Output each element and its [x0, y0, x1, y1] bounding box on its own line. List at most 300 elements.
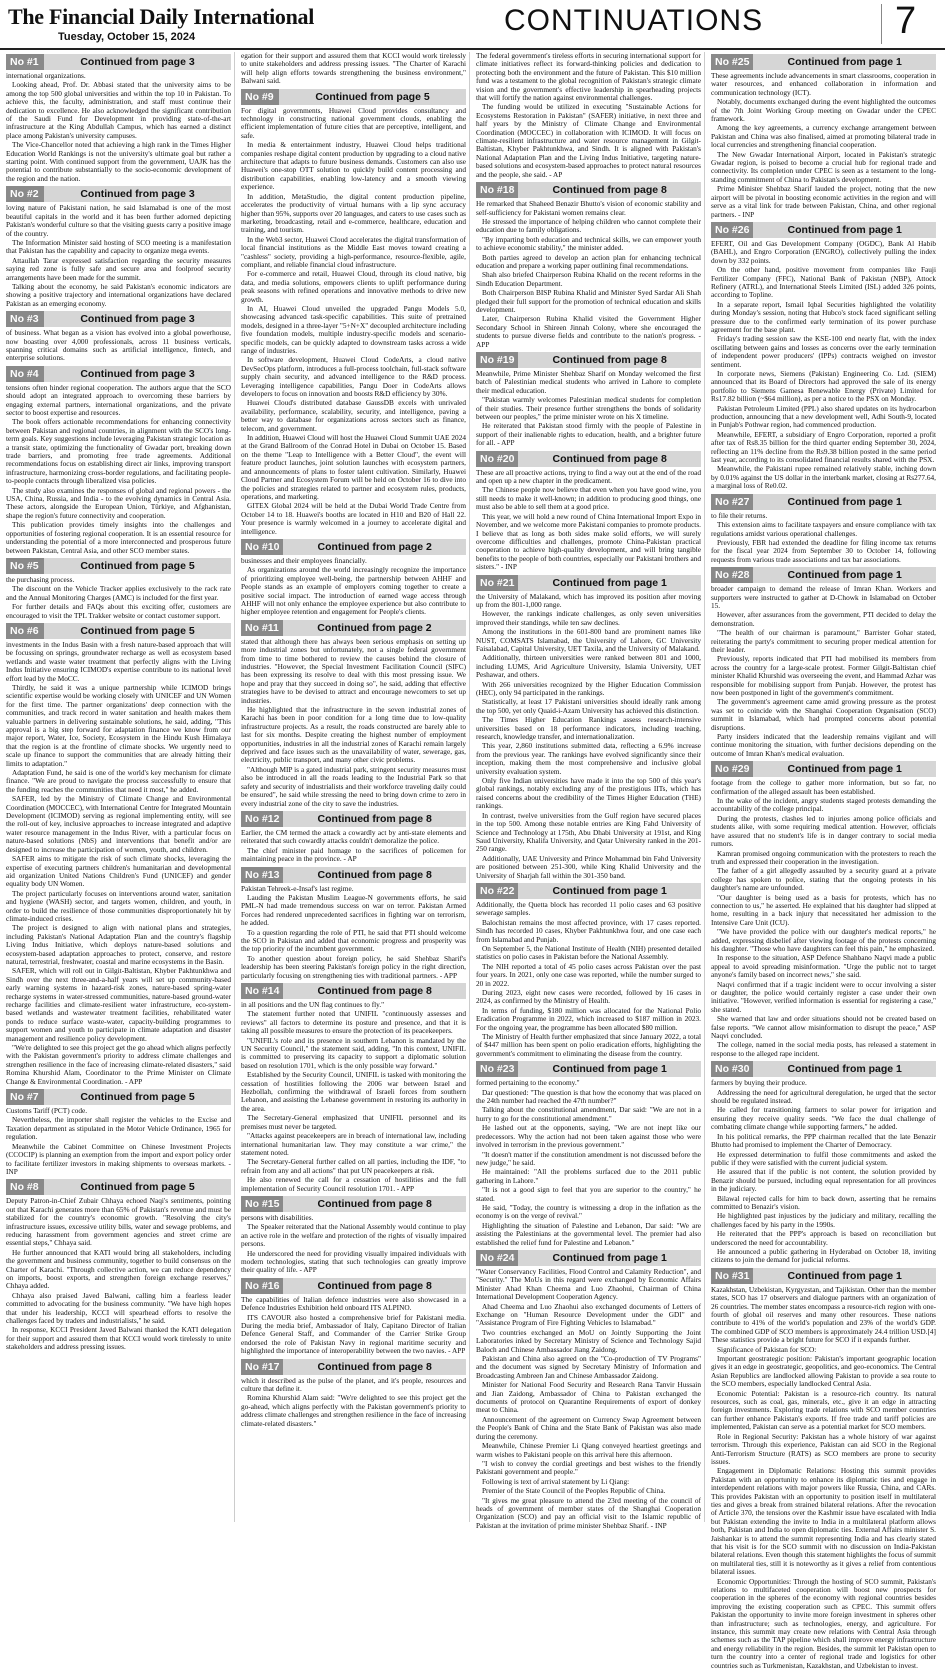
paragraph: Attaullah Tarar expressed satisfaction regarding the security measures saying red zone is fully safe and secure area and foolproof security arrangements have been made for the summit.: [6, 255, 231, 282]
paragraph: Bilawal rejected calls for him to back down, asserting that he remains committed to Benazir's vision.: [711, 1193, 936, 1211]
article-body: [241, 1214, 466, 1275]
article-body: [711, 240, 936, 491]
continuation-header: [241, 1196, 466, 1212]
article-body: [241, 1001, 466, 1193]
article-body: [241, 638, 466, 808]
continued-from-label: Continued from page 5: [80, 1181, 195, 1194]
paragraph: Pakistan and China also agreed on the "Co-production of TV Programs" and the document was signed by Secretary Ministry of Information and Broadcasting Ambreen Jan and Chinese Ambassador Zaidong.: [476, 1354, 701, 1380]
continued-from-label: Continued from page 8: [552, 184, 667, 197]
paragraph: Pakistan Tehreek-e-Insaf's last regime.: [241, 883, 354, 893]
paragraph: With 266 universities recognized by the Higher Education Commission (HEC), only 94 participated in the rankings.: [476, 679, 701, 697]
paragraph: The Information Minister said hosting of SCO meeting is a manifestation that Pakistan has the capability and capacity to organize mega events.: [6, 237, 231, 256]
article-body: [6, 384, 231, 555]
paragraph: He assured that if the public is not content, the solution provided by Benazir should be pursued, including equal representation for all provinces in the judiciary.: [711, 1167, 936, 1194]
paragraph: In software development, Huawei Cloud CodeArts, a cloud native DevSecOps platform, introduces a full-process toolchain, full-stack software supply chain security, and advanced intelligence to the R&D process. Leveraging intelligence capabilities, Pangu Doer in CodeArts allows developers to focus on innovation and boosts R&D efficiency by 30%.: [241, 355, 466, 399]
paragraph: "It doesn't matter if the constitution amendment is not discussed before the new judge," he said.: [476, 1149, 701, 1167]
continuation-article: [241, 1196, 466, 1275]
paragraph: During 2023, eight new cases were recorded, followed by 16 cases in 2024, as confirmed by the Ministry of Health.: [476, 988, 701, 1006]
paragraph: The project is designed to align with national plans and strategies, including Pakistan's National Adaptation Plan and the country's flagship Living Indus Initiative, which deploys nature-based solutions and ecosystem-based adaptation approaches to protect, conserve, and restore natural, terrestrial, freshwater, coastal and marine ecosystems in the Basin.: [6, 923, 231, 966]
article-body: [711, 779, 936, 1058]
article-number-label: No #13: [241, 867, 283, 883]
paragraph: However, the rankings indicate challenges, as only seven universities improved their standings, while ten saw declines.: [476, 609, 701, 627]
continuation-header: [6, 623, 231, 639]
article-body: [476, 1268, 701, 1530]
continuation-article: [476, 575, 701, 880]
paragraph: He lashed out at the opponents, saying, "We are not inept like our predecessors. Why the action had not been taken against those who were involved in terrorism in the previous government.": [476, 1123, 701, 1150]
paragraph: "We're delighted to see this project get the go ahead which aligns perfectly with the Pakistan government's priority to address climate challenges and strengthen resilience in the face of increasing climate-related disasters," said Romina Khurshid Alam, Coordinator to the Prime Minister on Climate Change & Environmental Coordination. - APP: [6, 1043, 231, 1086]
paragraph: In terms of funding, $180 million was allocated for the National Polio Eradication Programme in 2022, which increased to $187 million in 2023. For the ongoing year, the programme has been allocated $80 million.: [476, 1005, 701, 1032]
paragraph: Addressing the need for agricultural deregulation, he urged that the sector should be regulated instead.: [711, 1087, 936, 1106]
paragraph: egation for their support and assured them that KCCI would work tirelessly to unite stakeholders and address pressing issues. "The Charter of Karachi will help align efforts towards strengthening the business environment," Balwani said.: [241, 51, 466, 86]
paragraph: He further announced that KATI would bring all stakeholders, including the government and business community, together to build consensus on the Charter of Karachi. "Through collective action, we can reduce dependency on imports, boost exports, and strengthen foreign exchange reserves," Chhaya added.: [6, 1247, 231, 1291]
paragraph: Highlighting the situation of Palestine and Lebanon, Dar said: "We are assisting the Palestinians at the governmental level. The premier had also established the relief fund for Palestine and Lebanon.": [476, 1220, 701, 1247]
continued-from-label: Continued from page 5: [315, 90, 430, 103]
article-number-label: No #7: [6, 1089, 44, 1105]
paragraph: Significance of Pakistan for SCO:: [717, 1344, 817, 1354]
continued-from-label: Continued from page 5: [80, 624, 195, 637]
paragraph: The project particularly focuses on interventions around water, sanitation and hygiene (WASH) sector, and targets women, children, and youth, in order to build the resilience of those communities disproportionately hit by climate-induced crises.: [6, 888, 231, 923]
article-body: [241, 1377, 466, 1428]
paragraph: Only five Indian universities have made it into the top 500 of this year's global rankings, notably excluding any of the prestigious IITs, which has raised concerns about the credibility of the Times Higher Education (THE) rankings.: [476, 776, 701, 811]
continuation-header: [241, 867, 466, 883]
paragraph: Kamran promised ongoing communication with the protesters to reach the truth and expressed their cooperation in the investigation.: [711, 848, 936, 866]
paragraph: SAFER aims to mitigate the risk of such climate shocks, leveraging the expertise of executing partners children's humanitarian and developmental aid organization United Nations Children's Fund (UNICEF) and gender equality body UN Women.: [6, 854, 231, 889]
paragraph: The discount on the Vehicle Tracker applies exclusively to the rack rate and the Annual Monitoring Charges (AMC) is included for the first year.: [6, 584, 231, 602]
paragraph: Statistically, at least 17 Pakistani universities should ideally rank among the top 500, yet only Quaid-i-Azam University has achieved this distinction.: [476, 697, 701, 715]
article-number-label: No #1: [6, 54, 44, 70]
article-body: [241, 1296, 466, 1356]
paragraph: Meanwhile the Cabinet Committee on Chinese Investment Projects (CCOCIP) is planning an exemption from the import and export policy order to facilitate fertilizer investors in making shipments to overseas markets. - INP: [6, 1141, 231, 1176]
continuation-header: [6, 54, 231, 70]
article-number-label: No #14: [241, 983, 283, 999]
continuation-article: [241, 1278, 466, 1356]
paragraph: Thirdly, he said it was a unique partnership while ICIMOD brings scientific expertise would be working closely with UNICEF and UN Women for the first time. The partner organizations' deep connection with the communities, and track record in water sanitation and health makes them valuable partners in delivering sustainable solutions, he said, adding, "This approval is a big step forward for adaptation finance we know from our major report, Water, Ice, Society, Ecosystem in the Hindu Kush Himalaya that the region is at the frontline of climate shocks. We urgently need to scale up finance to support the communities that are already hitting their limits to adaptation.": [6, 682, 231, 768]
paragraph: SAFER, which will roll out in Gilgit-Baltistan, Khyber Pakhtunkhwa and Sindh over the next three-and-a-half years will set up community-based early warning systems in hazard-risk zones, nature-based spring-water recharge systems in water-stressed communities, nature-based ground-water recharge facilities and climate-resilient water infrastructure, eco-system-based wetlands and wastewater treatment facilities, rehabilitated water ponds to reduce surface waste-water, capacity-building programmes to support women and youth to participate in climate adaptation and disaster management and resilience policy development.: [6, 966, 231, 1043]
article-columns: [6, 51, 939, 1670]
paragraph: "Although MIP is a gated industrial park, stringent security measures must also be introduced in all the roads leading to the Industrial Park so that safety and security of industrialists and their workforce traveling daily could be ensured", he said while stressing the need to bring down crime to zero in every industrial zone of the city to save the industries.: [241, 764, 466, 808]
article-number-label: No #5: [6, 558, 44, 574]
paragraph: The Ministry of Health further emphasized that since January 2022, a total of $447 million has been spent on polio eradication efforts, highlighting the government's commitment to eliminating the disease from the country.: [476, 1032, 701, 1058]
paragraph: Additionally, the Quetta block has recorded 11 polio cases and 63 positive sewerage samples.: [476, 899, 701, 918]
paragraph: Role in Regional Security: Pakistan has a whole history of war against terrorism. Through this experience, Pakistan can aid SCO in the Regional Anti-Terrorism Structure (RATS) as SCO members are prone to security issues.: [711, 1431, 936, 1466]
continued-from-label: Continued from page 8: [317, 985, 432, 997]
paragraph: Nevertheless, the importer shall register the vehicles to the Excise and Taxation department as stipulated in the Motor Vehicle Ordinance, 1965 for regulation.: [6, 1115, 231, 1142]
paragraph: He expressed determination to fulfil those commitments and asked the public if they were satisfied with the current judicial system.: [711, 1149, 936, 1167]
article-number-label: No #25: [711, 54, 753, 70]
continuation-header: [6, 558, 231, 574]
continuation-article: [711, 1061, 936, 1265]
paragraph: This year, 2,860 institutions submitted data, reflecting a 6.9% increase from the previous year. The rankings have evolved significantly since their inception, making them the most comprehensive and inclusive global university evaluation system.: [476, 741, 701, 776]
article-number-label: No #10: [241, 539, 283, 555]
paragraph: The chief minister paid homage to the sacrifices of policemen for maintaining peace in the province. - AP: [241, 845, 466, 864]
continuation-article: [711, 567, 936, 758]
article-body: [476, 1079, 701, 1247]
article-number-label: No #22: [476, 883, 518, 899]
paragraph: Both Chairperson BISP Rubina Khalid and Minister Syed Sardar Ali Shah pledged their full support for the promotion of technical education and skills development.: [476, 288, 701, 314]
paragraph: Prime Minister Shehbaz Sharif lauded the project, noting that the new airport will be pivotal in boosting economic activities in the region and will serve as a vital link for trade between Pakistan, China, and other regional partners. - INP: [711, 184, 936, 219]
article-number-label: No #15: [241, 1196, 283, 1212]
paragraph: He also renewed the call for a cessation of hostilities and the full implementation of Security Council resolution 1701. - APP: [241, 1175, 466, 1193]
paragraph: The funding would be utilized in executing "Sustainable Actions for Ecosystems Restoration in Pakistan" (SAFER) initiative, in next three and half years by the Ministry of Climate Change and Environmental Coordination (MOCCEC) in collaboration with ICIMOD. It will focus on climate-resilient infrastructure and water resource management in Gilgit-Baltistan, Khyber Pakhtunkhwa, and Sindh. It is aligned with Pakistan's National Adaptation Plan and the Living Indus Initiative, targeting nature-based solutions and ecosystem-based approaches to protect natural resources and the people, she said. - AP: [476, 102, 701, 179]
continuation-article: [711, 1268, 936, 1670]
continuation-article: [476, 883, 701, 1058]
issue-date: Tuesday, October 15, 2024: [58, 31, 196, 43]
continuation-article: [6, 558, 231, 620]
continuation-header: [476, 1061, 701, 1077]
paragraph: "UNIFIL's role and its presence in southern Lebanon is mandated by the UN Security Council," the statement said, adding, "In this context, UNIFIL is committed to preserving its capacity to support a diplomatic solution based on resolution 1701, which is the only possible way forward.": [241, 1035, 466, 1070]
paragraph: In contrast, twelve universities from the Gulf region have secured places in the top 500. Among these notable entries are King Fahd University of Science and Technology at 175th, Abu Dhabi University at 191st, and King Saud University, Khalifa University, and Qatar University ranked in the 201-250 range.: [476, 810, 701, 854]
paragraph: She warned that law and order situations should not be created based on false reports. "We cannot allow misinformation to disrupt the peace," ASP Naqvi concluded.: [711, 1014, 936, 1041]
paragraph: Huawei Cloud's distributed database GaussDB excels with unrivaled availability, performance, scalability, security, and intelligence, paving a better way to database for organizations across sectors such as finance, telecom, and government.: [241, 398, 466, 433]
continued-from-label: Continued from page 5: [80, 1091, 195, 1104]
article-number-label: No #18: [476, 182, 518, 198]
paragraph: farmers by buying their produce.: [711, 1078, 807, 1088]
paragraph: Deputy Patron-in-Chief Zubair Chhaya echoed Naqi's sentiments, pointing out that Karachi generates more than 65% of Pakistan's revenue and must be stabilized for the country's economic growth. "Resolving the city's infrastructure issues, excessive utility bills, water and sewage problems, and reducing harassment from government agencies and street crime are essential steps," Chhaya said.: [6, 1196, 231, 1248]
article-body: [476, 370, 701, 448]
paragraph: The government's agreement came amid growing pressure as the protest was set to coincide with the Shanghai Cooperation Organisation (SCO) summit in Islamabad, which had prompted concerns about potential disruptions.: [711, 697, 936, 732]
paragraph: loving nature of Pakistani nation, he said Islamabad is one of the most beautiful capitals in the world and it has been further adorned depicting Pakistan's wonderful culture so that the visiting guests carry a positive image of the country.: [6, 203, 231, 238]
paragraph: Shah also briefed Chairperson Rubina Khalid on the recent reforms in the Sindh Education Department.: [476, 270, 701, 288]
paragraph: To another question about foreign policy, he said Shehbaz Sharif's leadership has been steering Pakistan's foreign policy in the right direction, particularly focusing on strengthening ties with traditional partners. - APP: [241, 953, 466, 980]
column-2: [241, 52, 470, 1522]
paragraph: footage from the college to gather more information, but so far, no confirmation of the alleged assault has been established.: [711, 778, 936, 796]
continuation-article: [241, 539, 466, 617]
paragraph: Among the key agreements, a currency exchange arrangement between Pakistan and China was also finalised, aimed at promoting bilateral trade in local currencies and strengthening financial cooperation.: [711, 123, 936, 150]
continuation-header: [711, 761, 936, 777]
paragraph: which it described as the pulse of the planet, and it's people, resources and culture that define it.: [241, 1375, 466, 1394]
continuation-article: [241, 811, 466, 864]
paragraph: Pakistan Petroleum Limited (PPL) also shared updates on its hydrocarbon production, announcing that a new development well, Adhi South-9, located in Punjab's Pothwar region, had commenced production.: [711, 403, 936, 430]
article-body: [476, 52, 701, 179]
paragraph: Romina Khurshid Alam said: "We're delighted to see this project get the go-ahead, which aligns perfectly with the Pakistan government's priority to address climate challenges and strengthen resilience in the face of increasing climate-related disasters.": [241, 1393, 466, 1428]
paragraph: He maintained: "All the problems surfaced due to the 2011 public gathering in Lahore.": [476, 1167, 701, 1185]
continued-from-label: Continued from page 1: [552, 1063, 667, 1076]
continuation-header: [6, 1089, 231, 1105]
paragraph: stated that although there has always been serious emphasis on setting up more industrial zones but unfortunately, not a single federal government from time to time bothered to review the causes behind the closure of industries. "However, the Special Investment Facilitation Council (SIFC) has been expressing its resolve to deal with this most pressing issue. We hope and pray that they succeed in doing so", he said, adding that effective strategies have to be devised to attract and encourage newcomers to set up industries.: [241, 636, 466, 705]
paragraph: Established by the Security Council, UNIFIL is tasked with monitoring the cessation of hostilities following the 2006 war between Israel and Hezbollah, confirming the withdrawal of Israeli forces from southern Lebanon, and assisting the Lebanese government in restoring its authority in the area.: [241, 1070, 466, 1113]
paragraph: Additionally, thirteen universities were ranked between 801 and 1000, including LUMS, Arid Agriculture University, Islamia University, UET Peshawar, and others.: [476, 653, 701, 680]
paragraph: During the protests, clashes led to injuries among police officials and students alike, with some requiring medical attention. However, officials have assured that no student's life is in danger contrary to social media rumors.: [711, 813, 936, 849]
continuation-header: [6, 1179, 231, 1195]
article-number-label: No #4: [6, 366, 44, 382]
paragraph: In the Web3 sector, Huawei Cloud accelerates the digital transformation of local financial institutions as the Middle East moves toward creating a "cashless" society, providing a high-performance, resource-flexible, agile, compliant, and reliable financial cloud infrastructure.: [241, 234, 466, 269]
paragraph: Minister for National Food Security and Research Rana Tanvir Hussain and Jian Zaidong, Ambassador of China to Pakistan exchanged the documents of protocol on Quarantine Requirements of export of donkey meat to China.: [476, 1380, 701, 1415]
paragraph: The Chinese people now believe that even when you have good wine, you still needs to make it well-known; in addition to producing good things, one must also be able to sell them at a good price.: [476, 485, 701, 512]
paragraph: Talking about the economy, he said Pakistan's economic indicators are showing a positive trajectory and international organizations have declared Pakistan as an emerging economy.: [6, 281, 231, 308]
continuation-article: [711, 761, 936, 1058]
continued-from-label: Continued from page 1: [787, 495, 902, 508]
continuation-article: [476, 52, 701, 179]
article-body: [6, 641, 231, 1086]
paragraph: The college, named in the social media posts, has released a statement in response to the alleged rape incident.: [711, 1040, 936, 1058]
paragraph: The study also examines the responses of global and regional powers - the USA, China, Russia, and India - to the evolving dynamics in Central Asia. These actors, alongside the European Union, Türkiye, and Afghanistan, shape the region's future connectivity and cooperation.: [6, 485, 231, 520]
paragraph: "Pakistan warmly welcomes Palestinian medical students for completion of their studies. Their presence further strengthens the bonds of solidarity between our peoples," the prime minister wrote on his X timeline.: [476, 395, 701, 422]
continuation-header: [476, 451, 701, 467]
paragraph: The NIH reported a total of 45 polio cases across Pakistan over the past four years. In 2021, only one case was reported, while the number surged to 20 in 2022.: [476, 961, 701, 988]
article-number-label: No #29: [711, 761, 753, 777]
article-body: [6, 329, 231, 363]
paragraph: The Vice-Chancellor noted that achieving a high rank in the Times Higher Education World Rankings is not the university's ultimate goal but rather a starting point. With continued support from the government, UAJK has the potential to contribute substantially to the socio-economic development of the region and the nation.: [6, 140, 231, 183]
paragraph: Previously, FBR had extended the deadline for filing income tax returns for the fiscal year 2024 from September 30 to October 14, following requests from various trade associations and tax bar associations.: [711, 537, 936, 564]
paragraph: Chhaya also praised Javed Balwani, calling him a fearless leader committed to advocating for the business community. "We have high hopes that under his leadership, KCCI will spearhead efforts to resolve the challenges faced by traders and industrialists," he said.: [6, 1290, 231, 1325]
paragraph: These agreements include advancements in smart classrooms, cooperation in water resources, and enhanced collaboration in information and communication technology (ICT).: [711, 71, 936, 97]
paragraph: to file their returns.: [711, 510, 768, 520]
paragraph: He reiterated that the PPP's approach is based on reconciliation but underscored the need for accountability.: [711, 1229, 936, 1247]
paragraph: Friday's trading session saw the KSE-100 end nearly flat, with the index oscillating between gains and losses as concerns over the early termination of independent power producers' (IPPs) contracts weighed on investor sentiment.: [711, 334, 936, 369]
paragraph: In a separate report, Ismail Iqbal Securities highlighted the volatility during Monday's session, noting that Hubco's stock faced significant selling pressure due to the confirmed early termination of its power purchase agreement for the base plant.: [711, 299, 936, 334]
article-body: [241, 52, 466, 86]
article-number-label: No #26: [711, 222, 753, 238]
article-number-label: No #17: [241, 1359, 283, 1375]
article-body: [476, 901, 701, 1058]
masthead: [0, 0, 945, 50]
paragraph: In addition, Huawei Cloud will host the Huawei Cloud Summit UAE 2024 at the Grand Ballroom of the Conrad Hotel in Dubai on October 15. Based on the theme "Leap to Intelligence with a Better Cloud", the event will feature product launches, joint solution launches with ecosystem partners, and announcements of plans to foster talent cultivation. Similarly, Huawei Cloud Partner and Ecosystem Forum will be held on October 16 to dive into the policies and strategies related to partner and ecosystem rules, products, operations, and marketing.: [241, 433, 466, 501]
column-1: [6, 52, 235, 1522]
paragraph: He stressed the importance of helping children who cannot complete their education due to family obligations.: [476, 216, 701, 235]
paragraph: He highlighted past injustices by the judiciary and military, recalling the challenges faced by his party in the 1990s.: [711, 1211, 936, 1229]
continuation-header: [241, 620, 466, 636]
paragraph: The book offers actionable recommendations for enhancing connectivity between Pakistan and regional countries, in alignment with the SCO's long-term goals. Key suggestions include leveraging Pakistan strategic location as a transit state, optimizing the functionality of Gwadar port, breaking down trade barriers, and promoting free trade agreements. Additional recommendations focus on establishing direct air links, improving transport infrastructure, harmonizing cross-border regulations, and facilitating people-to-people contacts through liberalized visa policies.: [6, 417, 231, 486]
continued-from-label: Continued from page 1: [787, 223, 902, 236]
continuation-header: [6, 311, 231, 327]
newspaper-name: The Financial Daily International: [8, 4, 315, 29]
continuation-article: [6, 366, 231, 555]
continuation-header: [711, 54, 936, 70]
paragraph: In AI, Huawei Cloud unveiled the upgraded Pangu Models 5.0, showcasing advanced task-specific capabilities. This suite of pretrained models, designed in a three-layer "5+N+X" decoupled architecture including five foundation models, multiple industry-specific models and scenario-specific models, can be quickly adapted to downstream tasks across a wide range of industries.: [241, 303, 466, 355]
continuation-header: [241, 811, 466, 827]
paragraph: Talking about the constitutional amendment, Dar said: "We are not in a hurry to go for the constitutional amendment.": [476, 1105, 701, 1123]
paragraph: Kazakhstan, Uzbekistan, Kyrgyzstan, and Tajikistan. Other than the member states, SCO has 17 observers and dialogue partners with an organization of 26 countries. The member states encompass a resource-rich region with one-fourth of global oil reserves and many other resources. These nations contribute to 41% of the world's population and 23% of the world's GDP. The combined GDP of SCO members is approximately 24.4 trillion USD.[4] These statistics provide a bright future for SCO if it expands further.: [711, 1284, 936, 1345]
paragraph: the purchasing process.: [6, 574, 75, 584]
paragraph: investments in the Indus Basin with a fresh nature-based approach that will be focussing on springs, groundwater recharge as well as ecosystem based wetlands and waste water treatment that perfectly aligns with the Living Indus Initiative ensuring ICIMOD's expertise contribute to its national level effort lead by the MoCC.: [6, 639, 231, 683]
article-number-label: No #8: [6, 1179, 44, 1195]
paragraph: Among the institutions in the 601-800 band are prominent names like NUST, COMSATS Islamabad, the University of Lahore, GC University Faisalabad, Capital University, UET Taxila, and the University of Malakand.: [476, 627, 701, 653]
paragraph: Both parties agreed to develop an action plan for enhancing technical education and prepare a working paper outlining final recommendations.: [476, 252, 701, 270]
continuation-article: [6, 54, 231, 183]
paragraph: The Secretary-General emphasized that UNIFIL personnel and its premises must never be targeted.: [241, 1113, 466, 1131]
continuation-article: [711, 54, 936, 219]
continued-from-label: Continued from page 3: [80, 313, 195, 326]
continuation-header: [6, 366, 231, 382]
article-number-label: No #24: [476, 1250, 518, 1266]
paragraph: In media & entertainment industry, Huawei Cloud helps traditional companies reshape digital content production by upgrading to a cloud native architecture that adapts to future business demands. Customers can also use Huawei's one-stop OTT solution to quickly build content processing and distribution capabilities, enabling low-latency and a smooth viewing experience.: [241, 140, 466, 192]
article-number-label: No #28: [711, 567, 753, 583]
paragraph: Economic Potential: Pakistan is a resource-rich country. Its natural resources, such as coal, gas, minerals, etc., give it an edge in attracting foreign investments. Exploring trade relations with SCO member countries can further enhance Pakistan's exports. If free trade and tariff policies are implemented, Pakistan can serve as a potential market for SCO members.: [711, 1388, 936, 1432]
article-body: [241, 107, 466, 536]
continued-from-label: Continued from page 1: [552, 576, 667, 589]
paragraph: "It gives me great pleasure to attend the 23rd meeting of the council of heads of government of member states of the Shanghai Cooperation Organization (SCO) and pay an official visit to the Islamic republic of Pakistan at the invitation of prime minister Shehbaz Sharif. - INP: [476, 1495, 701, 1530]
continued-from-label: Continued from page 8: [317, 812, 432, 825]
continued-from-label: Continued from page 1: [787, 1063, 902, 1076]
continued-from-label: Continued from page 3: [80, 367, 195, 380]
paragraph: The Speaker reiterated that the National Assembly would continue to play an active role in the welfare and protection of the rights of visually impaired persons.: [241, 1222, 466, 1249]
paragraph: Meanwhile, Prime Minister Shehbaz Sharif on Monday welcomed the first batch of Palestinian medical students who arrived in Lahore to complete their medical education.: [476, 369, 701, 395]
paragraph: "It is not a good sign to feel that you are superior to the country," he stated.: [476, 1185, 701, 1203]
paragraph: For further details and FAQs about this exciting offer, customers are encouraged to visit the TPL Trakker website or contact customer support.: [6, 602, 231, 620]
article-body: [711, 72, 936, 219]
continued-from-label: Continued from page 8: [317, 1279, 432, 1292]
paragraph: Additionally, UAE University and Prince Mohammad bin Fahd University are positioned between 251-300, while King Khalid University and the University of Sharjah fall within the 301-350 band.: [476, 853, 701, 880]
continuation-article: [241, 1359, 466, 1428]
paragraph: "Water Conservancy Facilities, Flood Control and Calamity Reduction", and "Security." The MoUs in this regard were exchanged by Economic Affairs Minister Ahad Khan Cheema and Luo Zhaohui, Chairman of China International Development Cooperation Agency.: [476, 1266, 701, 1302]
continuation-article: [711, 222, 936, 491]
continued-from-label: Continued from page 1: [552, 884, 667, 897]
paragraph: The father of a girl allegedly assaulted by a security guard at a private college has spoken to police, stating that the ongoing protests in his daughter's name are unfounded.: [711, 866, 936, 893]
paragraph: He said, "Today, the country is witnessing a drop in the inflation as the economy is on the verge of revival.": [476, 1202, 701, 1221]
article-number-label: No #27: [711, 494, 753, 510]
continuation-article: [476, 451, 701, 572]
paragraph: Looking ahead, Prof. Dr. Abbasi stated that the university aims to be among the top 500 global universities and within the top 10 in Pakistan. To achieve this, the faculty, administration, and staff must continue their dedication to excellence. He also acknowledged the significant contribution of the Saudi Fund for Development in providing state-of-the-art infrastructure at the King Abdullah Campus, which has earned a distinct place among Pakistan's university campuses.: [6, 80, 231, 140]
column-3: [476, 51, 705, 1530]
paragraph: On September 5, the National Institute of Health (NIH) presented detailed statistics on polio cases in Pakistan before the National Assembly.: [476, 943, 701, 962]
continued-from-label: Continued from page 1: [787, 763, 902, 776]
continuation-header: [241, 983, 466, 999]
paragraph: Dar questioned: "The question is that how the economy that was placed on the 24th number had reached the 47th number?": [476, 1087, 701, 1106]
article-body: [476, 593, 701, 880]
continuation-article: [6, 1179, 231, 1351]
continued-from-label: Continued from page 8: [317, 1197, 432, 1210]
continuation-header: [241, 1278, 466, 1294]
article-body: [241, 885, 466, 980]
article-number-label: No #12: [241, 811, 283, 827]
paragraph: This year, we will hold a new round of China International Import Expo in November, and we welcome more Pakistani companies to promote products. I believe that as long as both sides make solid efforts, we will surely overcome difficulties and challenges, promote China-Pakistan practical cooperation to achieve high-quality development, and will bring tangible benefits to the people of both countries, especially our Pakistani brothers and sisters." - INP: [476, 511, 701, 572]
paragraph: Important geostrategic position: Pakistan's important geographic location gives it an edge in geostrategic, geopolitics, and geo-economics. The Central Asian Republics are landlocked allowing Pakistan to provide a sea route to the SCO members, especially landlocked Central Asia.: [711, 1354, 936, 1389]
article-body: [6, 576, 231, 620]
paragraph: EFERT, Oil and Gas Development Company (OGDC), Bank Al Habib (BAHL), and Engro Corporation (ENGRO), collectively pulling the index down by 332 points.: [711, 238, 936, 265]
paragraph: In his political remarks, the PPP chairman recalled that the late Benazir Bhutto had promised to implement the Charter of Democracy.: [711, 1131, 936, 1150]
continuation-article: [476, 1250, 701, 1530]
continuation-header: [476, 575, 701, 591]
article-number-label: No #30: [711, 1061, 753, 1077]
continuation-header: [241, 539, 466, 555]
paragraph: He announced a public gathering in Hyderabad on October 18, inviting citizens to join the demand for judicial reforms.: [711, 1246, 936, 1265]
paragraph: international organizations.: [6, 71, 86, 80]
paragraph: He called for transitioning farmers to solar power for irrigation and ensuring they receive quality seeds. "We face the dual challenge of combating climate change while supporting farmers," he added.: [711, 1105, 936, 1132]
article-body: [476, 200, 701, 349]
paragraph: On the other hand, positive movement from companies like Fauji Fertilizer Company (FFC), National Bank of Pakistan (NBP), Attock Refinery (ATRL), and International Steels Limited (ISL) added 326 points, according to Topline.: [711, 265, 936, 300]
continuation-article: [6, 311, 231, 363]
continued-from-label: Continued from page 8: [317, 1360, 432, 1373]
article-number-label: No #23: [476, 1061, 518, 1077]
paragraph: In addition, MetaStudio, the digital content production pipeline, accelerates the productivity of virtual humans with a lip sync accuracy higher than 95%, supports over 20 languages, and caters to use cases such as marketing, broadcasting, retail and e-commerce, healthcare, education and training, and tourism.: [241, 191, 466, 235]
paragraph: In corporate news, Siemens (Pakistan) Engineering Co. Ltd. (SIEM) announced that its Board of Directors had approved the sale of its energy portfolio to Siemens Gamesa Renewable Energy (Private) Limited for Rs17.82 billion (~$64 million), as per a notice to the PSX on Monday.: [711, 369, 936, 404]
paragraph: He highlighted that the infrastructure in the seven industrial zones of Karachi has been in poor condition for a long time due to low-quality infrastructure projects. As a result, the roads constructed are barely able to last for six months. Despite creating the highest number of employment opportunities, industries in all the industrial zones of Karachi remain largely deprived and face issues such as the unavailability of water, sewerage, gas, electricity, public transport, and many other civic problems.: [241, 705, 466, 765]
paragraph: Economic Opportunities: Through the hosting of SCO summit, Pakistan's relations to multifaceted cooperation will boost new prospects for cooperation in the spheres of the economy with regional countries besides improving the existing cooperation such as CPEC. This summit offers Pakistan the opportunity to invite more foreign investment in spheres other than infrastructure; such as technologies, energy, and agriculture. For instance, this summit may create new relations with Central Asia through schemes such as the TAP pipeline which shall improve energy infrastructure and energy reliability in the region. Besides, the summit let Pakistan open to turn the country into a center of regional trade and logistics for other countries such as Turkmenistan, Kazakhstan, and Uzbekistan to invest.: [711, 1576, 936, 1670]
article-body: [6, 72, 231, 183]
paragraph: Announcement of the agreement on Currency Swap Agreement between the People's Bank of China and the State Bank of Pakistan was also made during the ceremony.: [476, 1414, 701, 1441]
paragraph: Previously, reports indicated that PTI had mobilised its members from across the country for a large-scale protest. Former Gilgit-Baltistan chief minister Khalid Khurshid was overseeing the event, and Hammad Azhar was responsible for mobilising support from Punjab. However, the protest has now been postponed in light of the government's commitment.: [711, 654, 936, 697]
article-body: [711, 1079, 936, 1265]
continuation-article: [6, 623, 231, 1086]
paragraph: Later, Chairperson Rubina Khalid visited the Government Higher Secondary School in Shireen Jinnah Colony, where she encouraged the students to pursue diverse fields and contribute to the nation's progress. - APP: [476, 314, 701, 349]
continuation-article: [6, 1089, 231, 1176]
paragraph: Party insiders indicated that the leadership remains vigilant and will continue monitoring the situation, with further decisions depending on the outcome of Imran Khan's medical evaluation.: [711, 732, 936, 758]
continued-from-label: Continued from page 5: [80, 559, 195, 572]
article-body: [711, 512, 936, 564]
paragraph: Adaptation Fund, he said is one of the world's key mechanism for climate finance. "We are proud to navigate the process successfully to ensure that the funding reaches the communities that need it most," he added.: [6, 768, 231, 794]
paragraph: Lauding the Pakistan Muslim League-N governments efforts, he said PML-N had made tremendous success on war on terror. Pakistan Armed Forces had rendered unprecedented sacrifices in fighting war on terrorism, he added.: [241, 892, 466, 928]
article-body: [711, 585, 936, 758]
paragraph: Meanwhile, EFERT, a subsidiary of Engro Corporation, reported a profit after tax of Rs8.35 billion for the third quarter ending September 30, 2024, reflecting an 11% decline from the Rs9.38 billion posted in the same period last year, according to its consolidated financial results shared with the PSX.: [711, 429, 936, 465]
continuation-header: [711, 222, 936, 238]
column-4: [711, 52, 939, 1670]
paragraph: In response, KCCI President Javed Balwani thanked the KATI delegation for their support and assured them that KCCI would work tirelessly to unite stakeholders and address pressing issues.: [6, 1325, 231, 1352]
continued-from-label: Continued from page 1: [787, 56, 902, 68]
paragraph: "By imparting both education and technical skills, we can empower youth to achieve economic stability," the minister added.: [476, 234, 701, 253]
paragraph: These are all proactive actions, trying to find a way out at the end of the road and open up a new chapter in the predicament.: [476, 467, 701, 486]
paragraph: in all positions and the UN flag continues to fly.": [241, 1000, 385, 1009]
paragraph: He reiterated that Pakistan stood firmly with the people of Palestine in support of their inalienable rights to education, health, and a brighter future for all. - APP: [476, 421, 701, 448]
paragraph: businesses and their employees financially.: [241, 555, 367, 565]
continuation-header: [476, 182, 701, 198]
continuation-article: [241, 620, 466, 808]
continued-from-label: Continued from page 8: [552, 452, 667, 465]
continuation-article: [476, 1061, 701, 1247]
paragraph: ITS CAVOUR also hosted a comprehensive brief for Pakistani media. During the media brief, Ambassador of Italy, Capitano Director of Italian Defence General Staff, and Commander of the Carrier Strike Group endorsed the role of Pakistan Navy in regional maritime security and highlighted the importance of interoperability between the two navies. - APP: [241, 1312, 466, 1356]
article-number-label: No #19: [476, 352, 518, 368]
continuation-article: [711, 494, 936, 564]
paragraph: This publication provides timely insights into the challenges and opportunities of fostering regional cooperation. It is an essential resource for understanding the potential of a more interconnected and prosperous future between Pakistan, Central Asia, and other SCO member states.: [6, 520, 231, 555]
paragraph: Ahad Cheema and Luo Zhaohui also exchanged documents of Letters of Exchange on "Human Resource Development under the GDI" and "Assistance Program of Fire Fighting Vehicles to Islamabad.": [476, 1301, 701, 1328]
paragraph: "Our daughter is being used as a basis for protests, which has no connection to us," he asserted. He explained that his daughter had slipped at home, resulting in a back injury that necessitated her admission to the Intensive Care Unit (ICU).: [711, 892, 936, 927]
paragraph: tensions often hinder regional cooperation. The authors argue that the SCO should adopt an integrated approach to overcoming these barriers by engaging external partners, international organizations, and the private sector to boost expertise and resources.: [6, 382, 231, 417]
page-number: 7: [895, 0, 917, 42]
paragraph: He remarked that Shaheed Benazir Bhutto's vision of economic stability and self-sufficiency for Pakistani women remains clear.: [476, 199, 701, 217]
paragraph: In response to the situation, ASP Defence Shahbano Naqvi made a public appeal to avoid spreading misinformation. "Urge the public not to target anyone's family based on incorrect news," she said.: [711, 953, 936, 980]
continuation-article: [6, 186, 231, 308]
paragraph: of business. What began as a vision has evolved into a global powerhouse, now boasting over 4,000 professionals, across 11 business verticals, spanning critical domains such as artificial intelligence, fintech, and enterprise solutions.: [6, 328, 231, 363]
paragraph: "We have provided the police with our daughter's medical reports," he added, expressing disbelief after viewing footage of the protests concerning his daughter. "Those who have daughters can feel this pain," he emphasized.: [711, 927, 936, 953]
paragraph: As organizations around the world increasingly recognize the importance of prioritizing employee well-being, the partnership between AHHF and People stands as an example of employers coming together to create a positive social impact. The introduction of earned wage access through AHHF will not only enhance the employee experience but also contribute to higher employee retention and engagement for People's clients.: [241, 565, 466, 617]
section-title: CONTINUATIONS: [504, 4, 764, 37]
paragraph: persons with disabilities.: [241, 1212, 314, 1222]
continuation-header: [6, 186, 231, 202]
continued-from-label: Continued from page 1: [787, 569, 902, 582]
paragraph: Meanwhile, Chinese Premier Li Qiang conveyed heartiest greetings and warm wishes to Pakistani people on this arrival here this afternoon.: [476, 1441, 701, 1459]
article-body: [241, 829, 466, 864]
continuation-header: [711, 1268, 936, 1284]
paragraph: For digital governments, Huawei Cloud provides consultancy and technology in constructing national government clouds, enabling the efficient implementation of future cities that are perceptive, intelligent, and safe.: [241, 105, 466, 140]
paragraph: The Secretary-General further called on all parties, including the IDF, "to refrain from any and all actions" that put UN peacekeepers at risk.: [241, 1157, 466, 1175]
continued-from-label: Continued from page 8: [317, 868, 432, 881]
paragraph: Earlier, the CM termed the attack a cowardly act by anti-state elements and reiterated that such cowardly attacks couldn't demoralize the police.: [241, 827, 466, 846]
paragraph: "The health of our chairman is paramount," Barrister Gohar stated, reiterating the party's commitment to securing proper medical attention for their leader.: [711, 628, 936, 654]
continuation-article: [476, 182, 701, 349]
article-number-label: No #2: [6, 186, 44, 202]
paragraph: Naqvi confirmed that if a tragic incident were to occur involving a sister or daughter, the police would certainly register a case under their own initiative. "However, verified information is essential for registering a case," she stated.: [711, 979, 936, 1014]
paragraph: formed pertaining to the economy.": [476, 1078, 580, 1088]
continuation-header: [241, 1359, 466, 1375]
article-number-label: No #9: [241, 89, 279, 105]
continuation-header: [476, 1250, 701, 1266]
article-body: [6, 204, 231, 308]
paragraph: Balochistan remains the most affected province, with 17 cases reported. Sindh has recorded 10 cases, Khyber Pakhtunkhwa four, and one case each from Islamabad and Punjab.: [476, 917, 701, 944]
paragraph: the University of Malakand, which has improved its position after moving up from the 801-1,000 range.: [476, 591, 701, 609]
continuation-article: [241, 867, 466, 980]
continued-from-label: Continued from page 2: [317, 621, 432, 634]
paragraph: He underscored the need for providing visually impaired individuals with modern technologies, stating that such technologies can greatly improve their quality of life. - APP: [241, 1248, 466, 1275]
article-number-label: No #21: [476, 575, 518, 591]
paragraph: The Times Higher Education Rankings assess research-intensive universities based on 18 performance indicators, including teaching, research, knowledge transfer, and internationalization.: [476, 715, 701, 742]
article-number-label: No #3: [6, 311, 44, 327]
paragraph: "Attacks against peacekeepers are in breach of international law, including international humanitarian law. They may constitute a war crime," the statement noted.: [241, 1131, 466, 1157]
continuation-article: [241, 89, 466, 536]
paragraph: "I wish to convey the cordial greetings and best wishes to the friendly Pakistani government and people.": [476, 1458, 701, 1477]
article-number-label: No #20: [476, 451, 518, 467]
continued-from-label: Continued from page 1: [552, 1251, 667, 1264]
paragraph: In the wake of the incident, angry students staged protests demanding the accountability of the college principal.: [711, 796, 936, 814]
continuation-article: [241, 52, 466, 86]
